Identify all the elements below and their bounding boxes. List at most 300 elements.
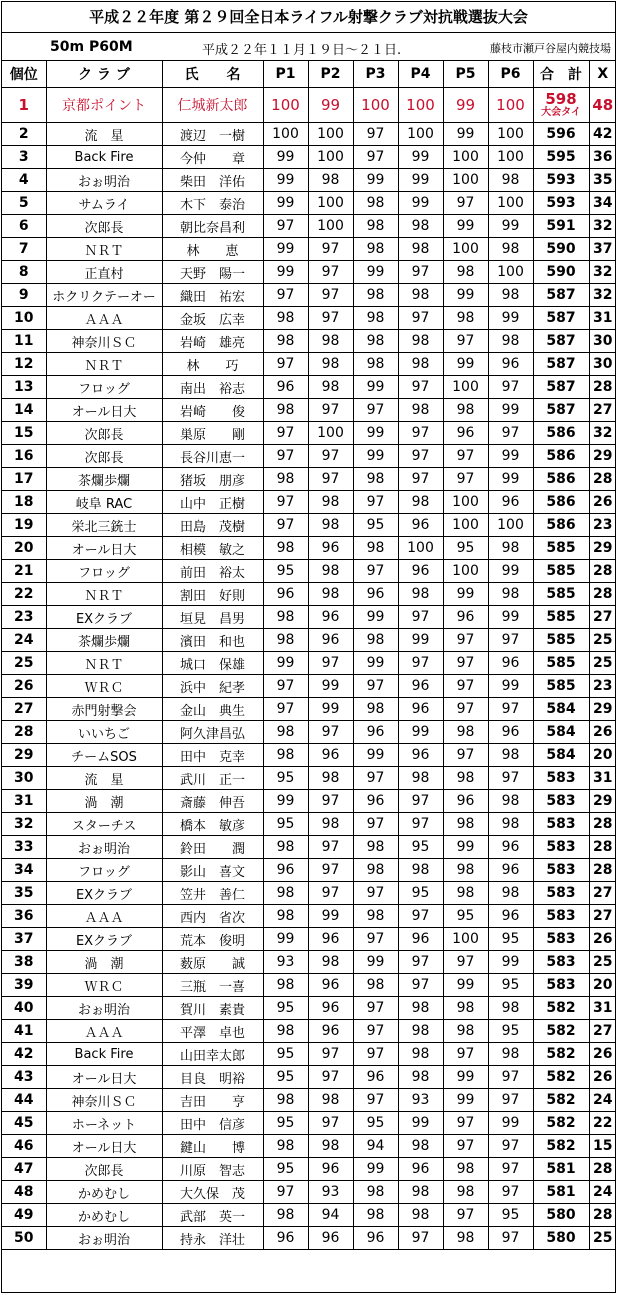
series-score-cell: 99 (488, 1112, 533, 1135)
x-count-cell: 25 (589, 951, 616, 974)
rank-cell: 5 (2, 192, 46, 215)
series-score-cell: 98 (443, 399, 488, 422)
series-score-cell: 95 (353, 514, 398, 537)
table-row (2, 537, 616, 560)
name-cell: 南出 裕志 (162, 376, 263, 399)
series-score-cell: 97 (398, 905, 443, 928)
total-cell: 583 (533, 790, 589, 813)
x-count-cell: 22 (589, 1112, 616, 1135)
name-cell: 西内 省次 (162, 905, 263, 928)
table-row (2, 882, 616, 905)
rank-cell: 22 (2, 583, 46, 606)
club-cell: 次郎長 (46, 422, 162, 445)
name-cell: 影山 喜文 (162, 859, 263, 882)
series-score-cell: 97 (308, 399, 353, 422)
name-cell: 鈴田 潤 (162, 836, 263, 859)
table-row (2, 1066, 616, 1089)
series-score-cell: 99 (308, 698, 353, 721)
series-score-cell: 96 (443, 606, 488, 629)
series-score-cell: 95 (263, 997, 308, 1020)
total-wrap (541, 89, 581, 118)
total-cell: 587 (533, 307, 589, 330)
table-row (2, 353, 616, 376)
table-row (2, 652, 616, 675)
series-score-cell: 98 (443, 307, 488, 330)
series-score-cell: 97 (353, 399, 398, 422)
table-row (2, 790, 616, 813)
series-score-cell: 97 (443, 192, 488, 215)
name-cell: 武部 英一 (162, 1204, 263, 1227)
club-cell: おぉ明治 (46, 1227, 162, 1250)
rank-cell: 2 (2, 123, 46, 146)
series-score-cell: 98 (398, 1043, 443, 1066)
series-score-cell: 99 (308, 905, 353, 928)
series-score-cell: 96 (488, 652, 533, 675)
table-row (2, 951, 616, 974)
series-score-cell: 96 (353, 721, 398, 744)
table-row (2, 928, 616, 951)
table-row (2, 767, 616, 790)
series-score-cell: 98 (488, 790, 533, 813)
series-score-cell: 94 (308, 1204, 353, 1227)
series-score-cell: 98 (353, 468, 398, 491)
rank-cell: 48 (2, 1181, 46, 1204)
name-cell: 相模 敏之 (162, 537, 263, 560)
series-score-cell: 97 (353, 813, 398, 836)
series-score-cell: 98 (398, 491, 443, 514)
series-score-cell: 98 (263, 307, 308, 330)
series-score-cell: 98 (353, 1181, 398, 1204)
rank-cell: 34 (2, 859, 46, 882)
rank-cell: 37 (2, 928, 46, 951)
series-score-cell: 97 (308, 261, 353, 284)
club-cell: いいちご (46, 721, 162, 744)
total-value: 598 (545, 89, 577, 108)
total-cell: 581 (533, 1158, 589, 1181)
x-count-cell: 28 (589, 1204, 616, 1227)
name-cell: 浜中 紀孝 (162, 675, 263, 698)
x-count-cell: 28 (589, 836, 616, 859)
series-score-cell: 98 (263, 905, 308, 928)
series-score-cell: 98 (308, 767, 353, 790)
series-score-cell: 96 (488, 859, 533, 882)
series-score-cell: 96 (398, 560, 443, 583)
series-score-cell: 98 (488, 330, 533, 353)
series-score-cell: 97 (443, 1135, 488, 1158)
club-cell: ホーネット (46, 1112, 162, 1135)
table-row (2, 261, 616, 284)
series-score-cell: 98 (263, 974, 308, 997)
name-cell: 林 巧 (162, 353, 263, 376)
series-score-cell: 97 (263, 422, 308, 445)
total-cell: 583 (533, 813, 589, 836)
table-row (2, 330, 616, 353)
series-score-cell: 97 (488, 1135, 533, 1158)
club-cell: 流 星 (46, 767, 162, 790)
series-score-cell: 99 (488, 675, 533, 698)
series-score-cell: 95 (443, 537, 488, 560)
series-score-cell: 97 (308, 882, 353, 905)
col-header-p1: P1 (263, 61, 308, 88)
total-cell: 583 (533, 836, 589, 859)
x-count-cell: 31 (589, 307, 616, 330)
total-cell: 582 (533, 1043, 589, 1066)
x-count-cell: 27 (589, 905, 616, 928)
series-score-cell: 97 (398, 974, 443, 997)
series-score-cell: 99 (263, 261, 308, 284)
x-count-cell: 25 (589, 629, 616, 652)
x-count-cell: 20 (589, 974, 616, 997)
table-row (2, 1227, 616, 1250)
series-score-cell: 98 (488, 1043, 533, 1066)
series-score-cell: 98 (263, 882, 308, 905)
name-cell: 岩崎 俊 (162, 399, 263, 422)
table-row (2, 1043, 616, 1066)
x-count-cell: 28 (589, 583, 616, 606)
series-score-cell: 97 (263, 215, 308, 238)
series-score-cell: 98 (398, 330, 443, 353)
club-cell: 京都ポイント (46, 88, 162, 123)
series-score-cell: 99 (443, 123, 488, 146)
rank-cell: 33 (2, 836, 46, 859)
series-score-cell: 97 (488, 698, 533, 721)
series-score-cell: 100 (308, 123, 353, 146)
club-cell: オール日大 (46, 537, 162, 560)
total-cell: 582 (533, 1089, 589, 1112)
series-score-cell: 98 (398, 1204, 443, 1227)
series-score-cell: 98 (353, 215, 398, 238)
col-header-p6: P6 (488, 61, 533, 88)
rank-cell: 4 (2, 169, 46, 192)
table-row (2, 1204, 616, 1227)
rank-cell: 20 (2, 537, 46, 560)
series-score-cell: 93 (398, 1089, 443, 1112)
series-score-cell: 95 (488, 1020, 533, 1043)
series-score-cell: 96 (353, 790, 398, 813)
series-score-cell: 97 (353, 1089, 398, 1112)
club-cell: ＮＲＴ (46, 583, 162, 606)
name-cell: 田中 信彦 (162, 1112, 263, 1135)
table-row (2, 744, 616, 767)
total-cell: 586 (533, 422, 589, 445)
x-count-cell: 27 (589, 399, 616, 422)
club-cell: チームSOS (46, 744, 162, 767)
col-header-total: 合 計 (533, 61, 589, 88)
table-row (2, 1089, 616, 1112)
series-score-cell: 100 (443, 146, 488, 169)
series-score-cell: 95 (443, 905, 488, 928)
x-count-cell: 28 (589, 1158, 616, 1181)
total-cell: 584 (533, 721, 589, 744)
x-count-cell: 23 (589, 514, 616, 537)
series-score-cell: 98 (398, 1020, 443, 1043)
series-score-cell: 97 (443, 629, 488, 652)
series-score-cell: 98 (443, 859, 488, 882)
rank-cell: 49 (2, 1204, 46, 1227)
series-score-cell: 95 (488, 1204, 533, 1227)
series-score-cell: 99 (488, 445, 533, 468)
series-score-cell: 98 (263, 744, 308, 767)
series-score-cell: 99 (443, 836, 488, 859)
x-count-cell: 26 (589, 721, 616, 744)
name-cell: 垣見 昌男 (162, 606, 263, 629)
club-cell: Back Fire (46, 146, 162, 169)
rank-cell: 42 (2, 1043, 46, 1066)
x-count-cell: 25 (589, 652, 616, 675)
club-cell: 次郎長 (46, 1158, 162, 1181)
series-score-cell: 100 (488, 123, 533, 146)
series-score-cell: 100 (263, 88, 308, 123)
total-cell: 583 (533, 882, 589, 905)
series-score-cell: 99 (308, 88, 353, 123)
series-score-cell: 99 (353, 606, 398, 629)
series-score-cell: 99 (443, 353, 488, 376)
name-cell: 林 恵 (162, 238, 263, 261)
series-score-cell: 99 (398, 1112, 443, 1135)
x-count-cell: 42 (589, 123, 616, 146)
series-score-cell: 98 (308, 169, 353, 192)
series-score-cell: 96 (308, 1158, 353, 1181)
series-score-cell: 98 (353, 629, 398, 652)
total-cell (533, 88, 589, 123)
series-score-cell: 98 (353, 330, 398, 353)
series-score-cell: 99 (398, 192, 443, 215)
name-cell: 笠井 善仁 (162, 882, 263, 905)
club-cell: ＮＲＴ (46, 238, 162, 261)
table-row (2, 560, 616, 583)
series-score-cell: 99 (488, 606, 533, 629)
series-score-cell: 98 (488, 284, 533, 307)
name-cell: 阿久津昌弘 (162, 721, 263, 744)
series-score-cell: 97 (308, 1112, 353, 1135)
total-cell: 585 (533, 629, 589, 652)
table-row (2, 491, 616, 514)
table-row (2, 123, 616, 146)
results-table (2, 61, 616, 1250)
series-score-cell: 98 (353, 1204, 398, 1227)
series-score-cell: 97 (443, 744, 488, 767)
total-cell: 582 (533, 1020, 589, 1043)
series-score-cell: 96 (443, 422, 488, 445)
rank-cell: 39 (2, 974, 46, 997)
series-score-cell: 96 (398, 698, 443, 721)
name-cell: 仁城新太郎 (162, 88, 263, 123)
series-score-cell: 97 (353, 928, 398, 951)
name-cell: 吉田 亨 (162, 1089, 263, 1112)
total-cell: 583 (533, 859, 589, 882)
series-score-cell: 97 (263, 284, 308, 307)
table-row (2, 583, 616, 606)
series-score-cell: 97 (398, 445, 443, 468)
club-cell: かめむし (46, 1204, 162, 1227)
series-score-cell: 99 (353, 422, 398, 445)
total-cell: 585 (533, 560, 589, 583)
series-score-cell: 97 (353, 123, 398, 146)
series-score-cell: 100 (443, 928, 488, 951)
x-count-cell: 27 (589, 606, 616, 629)
total-cell: 587 (533, 353, 589, 376)
series-score-cell: 95 (263, 560, 308, 583)
x-count-cell: 34 (589, 192, 616, 215)
x-count-cell: 28 (589, 376, 616, 399)
name-cell: 金坂 広幸 (162, 307, 263, 330)
name-cell: 朝比奈昌利 (162, 215, 263, 238)
total-cell: 587 (533, 399, 589, 422)
name-cell: 持永 洋壮 (162, 1227, 263, 1250)
series-score-cell: 97 (308, 238, 353, 261)
series-score-cell: 96 (398, 744, 443, 767)
x-count-cell: 48 (589, 88, 616, 123)
name-cell: 割田 好則 (162, 583, 263, 606)
series-score-cell: 96 (443, 790, 488, 813)
series-score-cell: 97 (308, 790, 353, 813)
total-cell: 582 (533, 997, 589, 1020)
rank-cell: 12 (2, 353, 46, 376)
series-score-cell: 95 (263, 1158, 308, 1181)
series-score-cell: 99 (263, 790, 308, 813)
series-score-cell: 98 (263, 721, 308, 744)
series-score-cell: 97 (398, 376, 443, 399)
x-count-cell: 24 (589, 1181, 616, 1204)
x-count-cell: 26 (589, 1043, 616, 1066)
club-cell: Back Fire (46, 1043, 162, 1066)
results-body (2, 88, 616, 1250)
x-count-cell: 29 (589, 790, 616, 813)
x-count-cell: 37 (589, 238, 616, 261)
series-score-cell: 96 (398, 928, 443, 951)
name-cell: 木下 泰治 (162, 192, 263, 215)
club-cell: フロッグ (46, 560, 162, 583)
series-score-cell: 99 (443, 974, 488, 997)
rank-cell: 1 (2, 88, 46, 123)
series-score-cell: 96 (308, 1227, 353, 1250)
series-score-cell: 98 (398, 583, 443, 606)
col-header-p5: P5 (443, 61, 488, 88)
series-score-cell: 98 (263, 1020, 308, 1043)
series-score-cell: 98 (263, 1204, 308, 1227)
series-score-cell: 98 (353, 192, 398, 215)
total-cell: 582 (533, 1135, 589, 1158)
x-count-cell: 32 (589, 422, 616, 445)
table-row (2, 422, 616, 445)
club-cell: ＷＲＣ (46, 974, 162, 997)
series-score-cell: 96 (308, 744, 353, 767)
series-score-cell: 97 (308, 836, 353, 859)
series-score-cell: 100 (488, 146, 533, 169)
name-cell: 天野 陽一 (162, 261, 263, 284)
total-cell: 587 (533, 330, 589, 353)
total-cell: 583 (533, 951, 589, 974)
name-cell: 斎藤 伸吾 (162, 790, 263, 813)
series-score-cell: 96 (308, 1020, 353, 1043)
total-cell: 580 (533, 1227, 589, 1250)
series-score-cell: 98 (308, 353, 353, 376)
series-score-cell: 98 (443, 1227, 488, 1250)
series-score-cell: 96 (263, 859, 308, 882)
series-score-cell: 98 (353, 905, 398, 928)
table-row (2, 1181, 616, 1204)
series-score-cell: 97 (398, 652, 443, 675)
series-score-cell: 99 (488, 468, 533, 491)
name-cell: 濱田 和也 (162, 629, 263, 652)
series-score-cell: 96 (353, 1066, 398, 1089)
series-score-cell: 100 (443, 376, 488, 399)
series-score-cell: 99 (263, 238, 308, 261)
name-cell: 薮原 誠 (162, 951, 263, 974)
record-note: 大会タイ (541, 106, 581, 118)
series-score-cell: 98 (488, 583, 533, 606)
rank-cell: 8 (2, 261, 46, 284)
table-row (2, 1112, 616, 1135)
series-score-cell: 97 (353, 997, 398, 1020)
name-cell: 猪坂 朋彦 (162, 468, 263, 491)
rank-cell: 7 (2, 238, 46, 261)
series-score-cell: 100 (308, 192, 353, 215)
series-score-cell: 97 (443, 1043, 488, 1066)
x-count-cell: 29 (589, 537, 616, 560)
name-cell: 田中 克幸 (162, 744, 263, 767)
series-score-cell: 99 (488, 399, 533, 422)
series-score-cell: 100 (443, 560, 488, 583)
rank-cell: 41 (2, 1020, 46, 1043)
table-row (2, 997, 616, 1020)
series-score-cell: 98 (443, 1158, 488, 1181)
x-count-cell: 35 (589, 169, 616, 192)
table-row (2, 514, 616, 537)
club-cell: おぉ明治 (46, 169, 162, 192)
total-cell: 585 (533, 537, 589, 560)
total-cell: 585 (533, 652, 589, 675)
table-row (2, 859, 616, 882)
series-score-cell: 97 (488, 1089, 533, 1112)
event-info-bar (2, 33, 615, 61)
rank-cell: 11 (2, 330, 46, 353)
header-row (2, 61, 616, 88)
x-count-cell: 29 (589, 445, 616, 468)
total-cell: 587 (533, 376, 589, 399)
series-score-cell: 95 (398, 836, 443, 859)
series-score-cell: 97 (398, 468, 443, 491)
series-score-cell: 98 (353, 698, 398, 721)
x-count-cell: 27 (589, 1020, 616, 1043)
total-cell: 586 (533, 445, 589, 468)
x-count-cell: 28 (589, 813, 616, 836)
series-score-cell: 97 (263, 1181, 308, 1204)
x-count-cell: 32 (589, 284, 616, 307)
series-score-cell: 98 (398, 997, 443, 1020)
series-score-cell: 97 (443, 1204, 488, 1227)
series-score-cell: 95 (263, 1066, 308, 1089)
total-cell: 593 (533, 192, 589, 215)
series-score-cell: 98 (263, 836, 308, 859)
x-count-cell: 29 (589, 698, 616, 721)
series-score-cell: 97 (353, 1043, 398, 1066)
table-row (2, 399, 616, 422)
x-count-cell: 15 (589, 1135, 616, 1158)
series-score-cell: 96 (263, 1227, 308, 1250)
series-score-cell: 97 (443, 652, 488, 675)
rank-cell: 27 (2, 698, 46, 721)
series-score-cell: 99 (443, 1089, 488, 1112)
series-score-cell: 96 (308, 928, 353, 951)
series-score-cell: 96 (488, 721, 533, 744)
table-row (2, 629, 616, 652)
series-score-cell: 98 (443, 1181, 488, 1204)
total-cell: 583 (533, 928, 589, 951)
series-score-cell: 95 (488, 928, 533, 951)
table-row (2, 445, 616, 468)
series-score-cell: 99 (308, 675, 353, 698)
